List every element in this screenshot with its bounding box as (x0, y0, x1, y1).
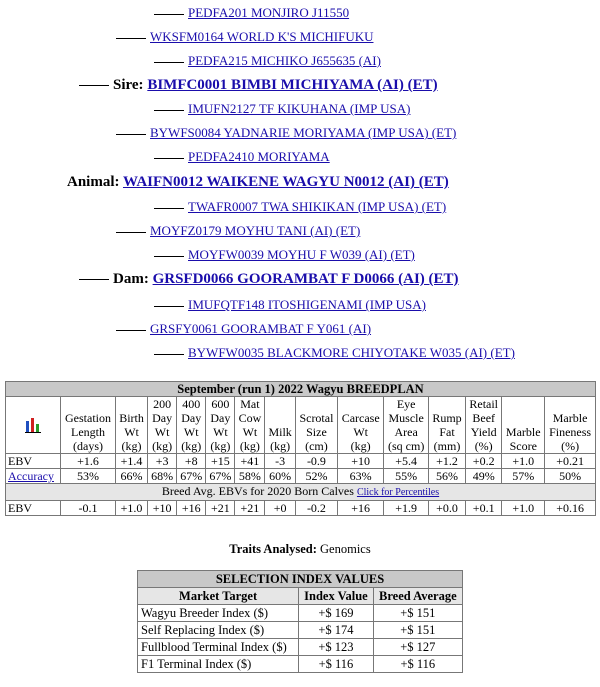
accuracy-value: 50% (545, 469, 596, 484)
ebv-value: +0.2 (466, 454, 502, 469)
ebv-column-header (177, 397, 206, 454)
ebv-column-header-line: Day (181, 411, 202, 425)
ebv-column-header-line: Marble (552, 411, 588, 425)
pedigree-link-ds-sire[interactable]: TWAFR0007 TWA SHIKIKAN (IMP USA) (ET) (188, 199, 447, 214)
ebv-column-header-line (504, 397, 542, 411)
ebv-row-label: EBV (6, 454, 61, 469)
ebv-table (5, 381, 596, 516)
ebv-row (6, 454, 596, 469)
breed-avg-text: Breed Avg. EBVs for 2020 Born Calves (161, 484, 354, 498)
traits-value: Genomics (320, 542, 371, 556)
dam-link[interactable]: GRSFD0066 GOORAMBAT F D0066 (AI) (ET) (152, 271, 459, 287)
pedigree-link-sd-dam[interactable]: PEDFA2410 MORIYAMA (188, 149, 330, 164)
ebv-value: +41 (235, 454, 265, 469)
market-target: Wagyu Breeder Index ($) (138, 605, 299, 622)
market-target: Self Replacing Index ($) (138, 622, 299, 639)
ebv-column-header (466, 397, 502, 454)
breed-avg-value: +1.0 (116, 501, 148, 516)
breed-avg-header (6, 484, 596, 501)
accuracy-value: 49% (466, 469, 502, 484)
ebv-column-header-line: Yield (470, 425, 497, 439)
breed-avg-value: +16 (177, 501, 206, 516)
index-value: +$ 116 (299, 656, 373, 673)
pedigree-line (154, 354, 184, 355)
chart-icon-cell[interactable] (6, 397, 61, 454)
traits-analysed (0, 542, 600, 557)
selection-row (138, 656, 463, 673)
index-value: +$ 174 (299, 622, 373, 639)
breed-avg-value: +0.1 (466, 501, 502, 516)
accuracy-label-cell (6, 469, 61, 484)
breed-avg-value: +21 (235, 501, 265, 516)
ebv-column-header-line (547, 397, 593, 411)
breed-avg-value: +1.0 (502, 501, 545, 516)
ebv-column-header (61, 397, 116, 454)
ebv-column-header-line (298, 397, 335, 411)
ebv-column-header-line (267, 397, 293, 411)
pedigree-link-d-sire[interactable]: MOYFZ0179 MOYHU TANI (AI) (ET) (150, 223, 361, 238)
ebv-column-header-line: Size (306, 425, 327, 439)
pedigree-link-ss-dam[interactable]: PEDFA215 MICHIKO J655635 (AI) (188, 53, 381, 68)
ebv-column-header-line: Wt (242, 425, 258, 439)
ebv-column-header-line: (kg) (239, 439, 260, 453)
pedigree-link-sd-sire[interactable]: IMUFN2127 TF KIKUHANA (IMP USA) (188, 101, 411, 116)
ebv-column-header (295, 397, 337, 454)
ebv-value: +5.4 (384, 454, 429, 469)
breed-avg-value: +10 (148, 501, 177, 516)
accuracy-value: 57% (502, 469, 545, 484)
accuracy-value: 68% (148, 469, 177, 484)
ebv-column-header-line (267, 411, 293, 425)
pedigree-line (154, 208, 184, 209)
ebv-column-header-line: Scrotal (299, 411, 334, 425)
ebv-column-header-line: (days) (73, 439, 104, 453)
ebv-value: -3 (265, 454, 296, 469)
breed-avg-value: +16 (337, 501, 383, 516)
ebv-column-header (148, 397, 177, 454)
accuracy-value: 66% (116, 469, 148, 484)
ebv-column-header-line: Wt (154, 425, 170, 439)
ebv-column-header-line: (%) (474, 439, 493, 453)
ebv-column-header (265, 397, 296, 454)
ebv-column-header-line: (kg) (270, 439, 291, 453)
pedigree-line (154, 306, 184, 307)
pedigree-line (154, 14, 184, 15)
selection-index-table (137, 570, 463, 673)
ebv-value: +1.4 (116, 454, 148, 469)
ebv-column-header-line: Retail (469, 397, 499, 411)
ebv-column-header-line: 200 (153, 397, 172, 411)
selection-header-average: Breed Average (373, 588, 462, 605)
breed-avg-value: +21 (206, 501, 235, 516)
ebv-column-header (235, 397, 265, 454)
index-value: +$ 169 (299, 605, 373, 622)
ebv-column-header-line: Area (394, 425, 418, 439)
accuracy-value: 53% (61, 469, 116, 484)
ebv-column-header (337, 397, 383, 454)
ebv-column-header-line: Milk (268, 425, 292, 439)
accuracy-value: 60% (265, 469, 296, 484)
market-target: F1 Terminal Index ($) (138, 656, 299, 673)
sire-link[interactable]: BIMFC0001 BIMBI MICHIYAMA (AI) (ET) (147, 77, 438, 93)
ebv-column-header (428, 397, 465, 454)
breed-avg-value: +0.0 (428, 501, 465, 516)
selection-row (138, 622, 463, 639)
ebv-column-header-line: (mm) (433, 439, 461, 453)
pedigree-link-d-dam[interactable]: GRSFY0061 GOORAMBAT F Y061 (AI) (150, 321, 372, 336)
ebv-column-header-line: Carcase (341, 411, 380, 425)
ebv-column-header-line (118, 397, 145, 411)
ebv-value: -0.9 (295, 454, 337, 469)
pedigree-link-dd-dam[interactable]: BYWFW0035 BLACKMORE CHIYOTAKE W035 (AI) (ET) (188, 345, 515, 360)
ebv-header-row (6, 397, 596, 454)
pedigree-line (154, 256, 184, 257)
selection-header-row (138, 588, 463, 605)
breed-average: +$ 151 (373, 605, 462, 622)
accuracy-value: 55% (384, 469, 429, 484)
ebv-column-header-line: Mat (240, 397, 260, 411)
pedigree-line (116, 232, 146, 233)
ebv-column-header-line: 400 (182, 397, 201, 411)
accuracy-value: 63% (337, 469, 383, 484)
selection-header-index: Index Value (299, 588, 373, 605)
accuracy-value: 67% (206, 469, 235, 484)
ebv-column-header-line: Wt (124, 425, 139, 439)
breed-average: +$ 151 (373, 622, 462, 639)
accuracy-value: 56% (428, 469, 465, 484)
index-value: +$ 123 (299, 639, 373, 656)
accuracy-row (6, 469, 596, 484)
ebv-column-header (545, 397, 596, 454)
ebv-value: +10 (337, 454, 383, 469)
ebv-column-header-line: Length (71, 425, 106, 439)
pedigree-line (154, 110, 184, 111)
ebv-value: +0.21 (545, 454, 596, 469)
ebv-column-header-line (504, 411, 542, 425)
pedigree-link-s-sire[interactable]: WKSFM0164 WORLD K'S MICHIFUKU (150, 29, 374, 44)
breed-average: +$ 127 (373, 639, 462, 656)
pedigree-line (154, 158, 184, 159)
selection-header-market: Market Target (138, 588, 299, 605)
pedigree-link-ds-dam[interactable]: MOYFW0039 MOYHU F W039 (AI) (ET) (188, 247, 415, 262)
ebv-column-header-line: Birth (119, 411, 144, 425)
ebv-column-header-line: Marble (505, 425, 541, 439)
sire-label: Sire: (113, 77, 144, 93)
ebv-value: +8 (177, 454, 206, 469)
ebv-column-header-line: (kg) (121, 439, 142, 453)
ebv-column-header-line: Rump (432, 411, 462, 425)
ebv-column-header-line (340, 397, 381, 411)
pedigree-line (79, 85, 109, 86)
market-target: Fullblood Terminal Index ($) (138, 639, 299, 656)
bar-chart-icon-graphic (24, 416, 42, 434)
breed-avg-value: -0.1 (61, 501, 116, 516)
pedigree-link-dd-sire[interactable]: IMUFQTF148 ITOSHIGENAMI (IMP USA) (188, 297, 426, 312)
ebv-column-header-line: (cm) (305, 439, 328, 453)
ebv-column-header-line: Beef (472, 411, 496, 425)
ebv-column-header-line: Eye (396, 397, 416, 411)
ebv-value: +15 (206, 454, 235, 469)
accuracy-value: 58% (235, 469, 265, 484)
accuracy-value: 67% (177, 469, 206, 484)
breed-avg-value: +1.9 (384, 501, 429, 516)
traits-label: Traits Analysed: (229, 542, 317, 556)
accuracy-value: 52% (295, 469, 337, 484)
selection-index-title: SELECTION INDEX VALUES (138, 571, 463, 588)
ebv-table-title: September (run 1) 2022 Wagyu BREEDPLAN (6, 382, 596, 397)
pedigree-link-s-dam[interactable]: BYWFS0084 YADNARIE MORIYAMA (IMP USA) (ET) (150, 125, 457, 140)
ebv-column-header-line: (%) (561, 439, 580, 453)
ebv-column-header-line: Fat (439, 425, 455, 439)
ebv-column-header-line: Day (210, 411, 231, 425)
ebv-column-header-line: 600 (211, 397, 230, 411)
ebv-column-header-line: (sq cm) (388, 439, 425, 453)
ebv-column-header-line: (kg) (152, 439, 173, 453)
ebv-value: +3 (148, 454, 177, 469)
selection-row (138, 605, 463, 622)
ebv-column-header (206, 397, 235, 454)
breed-avg-value: +0.16 (545, 501, 596, 516)
pedigree-link-ss-sire[interactable]: PEDFA201 MONJIRO J11550 (188, 5, 350, 20)
breed-average: +$ 116 (373, 656, 462, 673)
pedigree-line (116, 38, 146, 39)
ebv-column-header-line: Wt (183, 425, 199, 439)
dam-label: Dam: (113, 271, 149, 287)
ebv-column-header-line: Score (509, 439, 537, 453)
pedigree-line (116, 330, 146, 331)
ebv-column-header-line: (kg) (350, 439, 371, 453)
accuracy-link[interactable]: Accuracy (8, 469, 54, 483)
ebv-column-header-line: Fineness (549, 425, 592, 439)
ebv-column-header-line: Day (152, 411, 173, 425)
pedigree-line (154, 62, 184, 63)
ebv-column-header-line: Gestation (65, 411, 112, 425)
breed-avg-value: -0.2 (295, 501, 337, 516)
ebv-column-header-line: Muscle (388, 411, 424, 425)
bar-chart-icon[interactable] (24, 417, 42, 431)
ebv-column-header-line: Wt (353, 425, 369, 439)
ebv-column-header-line: (kg) (210, 439, 231, 453)
selection-row (138, 639, 463, 656)
ebv-column-header (116, 397, 148, 454)
ebv-column-header (502, 397, 545, 454)
pedigree-line (116, 134, 146, 135)
ebv-column-header (384, 397, 429, 454)
breed-avg-value: +0 (265, 501, 296, 516)
ebv-column-header-line: Wt (213, 425, 228, 439)
ebv-value: +1.6 (61, 454, 116, 469)
ebv-value: +1.0 (502, 454, 545, 469)
ebv-column-header-line (431, 397, 463, 411)
ebv-column-header-line: (kg) (181, 439, 202, 453)
percentiles-link[interactable]: Click for Percentiles (356, 487, 440, 498)
animal-label: Animal: (67, 174, 120, 190)
animal-link[interactable]: WAIFN0012 WAIKENE WAGYU N0012 (AI) (ET) (122, 174, 449, 190)
ebv-column-header-line: Cow (238, 411, 262, 425)
ebv-value: +1.2 (428, 454, 465, 469)
ebv-column-header-line (63, 397, 113, 411)
pedigree-line (79, 279, 109, 280)
breed-avg-row-label: EBV (6, 501, 61, 516)
breed-avg-row (6, 501, 596, 516)
